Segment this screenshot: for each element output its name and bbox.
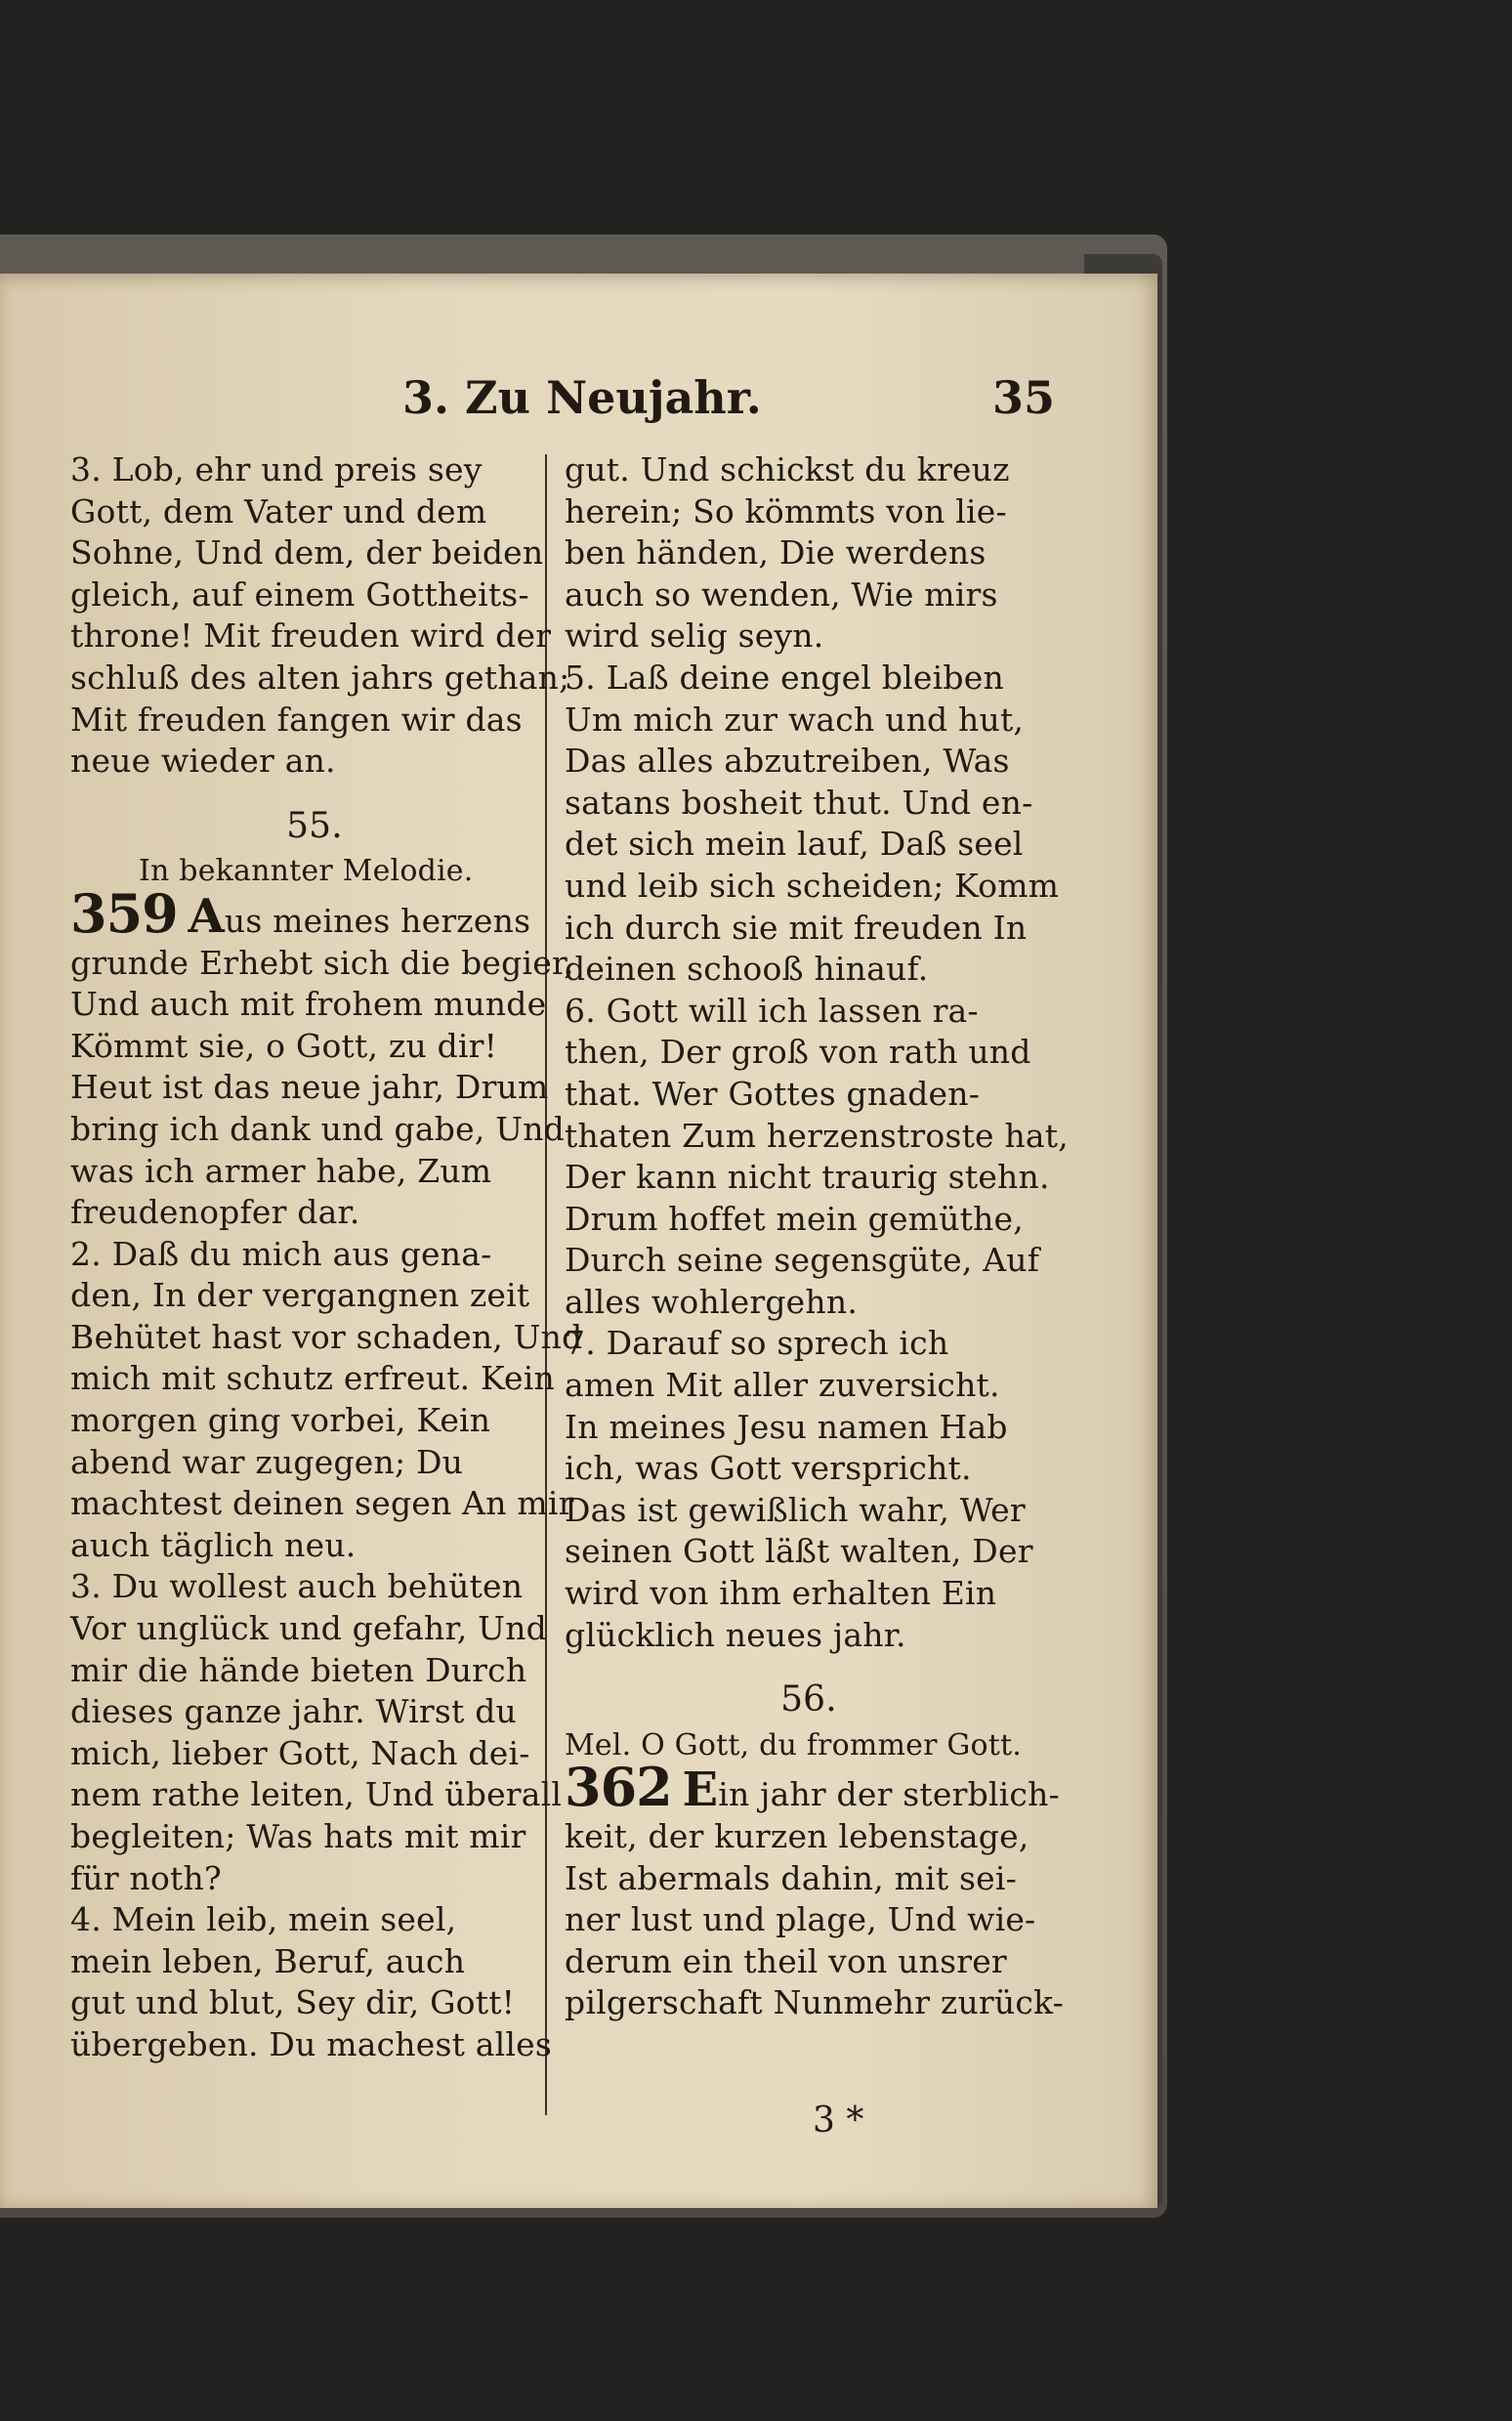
text-line: auch so wenden, Wie mirs — [565, 574, 998, 614]
text-line: herein; So kömmts von lie- — [565, 491, 1007, 531]
hymn-dropcap: A — [188, 888, 225, 944]
text-line: morgen ging vorbei, Kein — [70, 1401, 491, 1440]
text-line: wird von ihm erhalten Ein — [565, 1574, 997, 1613]
right-verse-block-a — [565, 449, 1069, 1656]
melody-note: In bekannter Melodie. — [139, 854, 474, 889]
page-number: 35 — [991, 371, 1055, 424]
section-number: 55. — [286, 805, 343, 846]
text-line: übergeben. Du machest alles — [70, 2024, 552, 2063]
text-line: pilgerschaft Nunmehr zurück- — [565, 1983, 1065, 2022]
text-line: In meines Jesu namen Hab — [565, 1407, 1008, 1446]
text-line: Behütet hast vor schaden, Und — [70, 1317, 583, 1356]
text-line: that. Wer Gottes gnaden- — [565, 1074, 981, 1113]
text-line: begleiten; Was hats mit mir — [70, 1817, 526, 1855]
text-line: Sohne, Und dem, der beiden — [70, 533, 544, 573]
text-line: seinen Gott läßt walten, Der — [565, 1532, 1033, 1571]
text-line: gut. Und schickst du kreuz — [565, 450, 1010, 488]
text-line: Um mich zur wach und hut, — [565, 700, 1025, 739]
section-number: 56. — [780, 1679, 837, 1720]
text-line: Das ist gewißlich wahr, Wer — [565, 1490, 1026, 1529]
text-line: thaten Zum herzenstroste hat, — [565, 1116, 1069, 1155]
text-line: satans bosheit thut. Und en- — [565, 783, 1033, 822]
text-line: 4. Mein leib, mein seel, — [70, 1900, 457, 1939]
hymn-number: 359 — [70, 881, 178, 945]
left-verse-block-b — [70, 943, 583, 2066]
hymn-first-line — [70, 881, 559, 945]
running-header — [391, 371, 1055, 430]
text-line: für noth? — [70, 1858, 222, 1897]
text-line: glücklich neues jahr. — [565, 1615, 906, 1654]
text-line: Das alles abzutreiben, Was — [565, 742, 1010, 781]
text-line: 3. Du wollest auch behüten — [70, 1567, 524, 1606]
text-line: 6. Gott will ich lassen ra- — [565, 991, 979, 1030]
text-line: machtest deinen segen An mir — [70, 1484, 574, 1523]
text-line: mich mit schutz erfreut. Kein — [70, 1359, 555, 1398]
text-line: amen Mit aller zuversicht. — [565, 1366, 1000, 1405]
text-line: 7. Darauf so sprech ich — [565, 1324, 949, 1363]
text-line: wird selig seyn. — [565, 616, 824, 656]
text-line: gleich, auf einem Gottheits- — [70, 574, 529, 614]
text-line: neue wieder an. — [70, 742, 336, 781]
text-line: Mit freuden fangen wir das — [70, 700, 523, 739]
right-verse-block-b — [565, 1816, 1065, 2024]
text-line: Vor unglück und gefahr, Und — [70, 1609, 547, 1648]
left-column — [70, 449, 583, 2066]
text-line: mich, lieber Gott, Nach dei- — [70, 1733, 530, 1772]
text-line: Gott, dem Vater und dem — [70, 491, 487, 531]
melody-note: Mel. O Gott, du frommer Gott. — [565, 1727, 1023, 1763]
text-line: grunde Erhebt sich die begier, — [70, 943, 574, 982]
text-line: ich, was Gott verspricht. — [565, 1449, 972, 1488]
text-line: 2. Daß du mich aus gena- — [70, 1234, 492, 1273]
text-line: alles wohlergehn. — [565, 1282, 859, 1321]
text-line: 5. Laß deine engel bleiben — [565, 658, 1004, 697]
hymn-number: 362 — [565, 1756, 672, 1819]
text-line: Der kann nicht traurig stehn. — [565, 1158, 1050, 1197]
text-line: mein leben, Beruf, auch — [70, 1941, 466, 1980]
right-column — [565, 449, 1069, 2024]
page-title: 3. Zu Neujahr. — [402, 371, 762, 424]
text-line: ner lust und plage, Und wie- — [565, 1900, 1036, 1939]
text-line: derum ein theil von unsrer — [565, 1941, 1007, 1980]
text-line: Kömmt sie, o Gott, zu dir! — [70, 1026, 498, 1065]
text-line: Heut ist das neue jahr, Drum — [70, 1068, 549, 1107]
text-line: freudenopfer dar. — [70, 1193, 360, 1232]
text-line: was ich armer habe, Zum — [70, 1151, 492, 1190]
text-line: nem rathe leiten, Und überall — [70, 1775, 563, 1814]
text-line: ben händen, Die werdens — [565, 533, 987, 573]
text-line: ich durch sie mit freuden In — [565, 908, 1028, 947]
book-page — [0, 274, 1157, 2208]
hymn-first-line-text: in jahr der sterblich- — [718, 1775, 1060, 1814]
text-line: schluß des alten jahrs gethan; — [70, 658, 570, 697]
text-line: Und auch mit frohem munde — [70, 985, 547, 1024]
text-line: den, In der vergangnen zeit — [70, 1276, 530, 1315]
text-line: then, Der groß von rath und — [565, 1033, 1031, 1072]
text-line: abend war zugegen; Du — [70, 1442, 464, 1481]
text-line: auch täglich neu. — [70, 1525, 357, 1564]
text-line: und leib sich scheiden; Komm — [565, 866, 1060, 905]
text-line: throne! Mit freuden wird der — [70, 616, 552, 656]
text-line: bring ich dank und gabe, Und — [70, 1109, 565, 1148]
signature-mark: 3 * — [813, 2101, 864, 2141]
text-line: mir die hände bieten Durch — [70, 1650, 527, 1689]
text-line: Drum hoffet mein gemüthe, — [565, 1199, 1024, 1238]
text-line: Ist abermals dahin, mit sei- — [565, 1858, 1017, 1897]
hymn-first-line — [565, 1756, 1060, 1819]
text-line: dieses ganze jahr. Wirst du — [70, 1692, 517, 1731]
text-line: det sich mein lauf, Daß seel — [565, 825, 1024, 864]
left-verse-block-a — [70, 449, 570, 783]
text-line: Durch seine segensgüte, Auf — [565, 1241, 1040, 1280]
text-line: gut und blut, Sey dir, Gott! — [70, 1983, 516, 2022]
text-line: deinen schooß hinauf. — [565, 950, 929, 989]
text-line: 3. Lob, ehr und preis sey — [70, 450, 483, 488]
hymn-dropcap: E — [682, 1763, 719, 1818]
hymn-first-line-text: us meines herzens — [224, 901, 531, 940]
text-line: keit, der kurzen lebenstage, — [565, 1817, 1029, 1855]
